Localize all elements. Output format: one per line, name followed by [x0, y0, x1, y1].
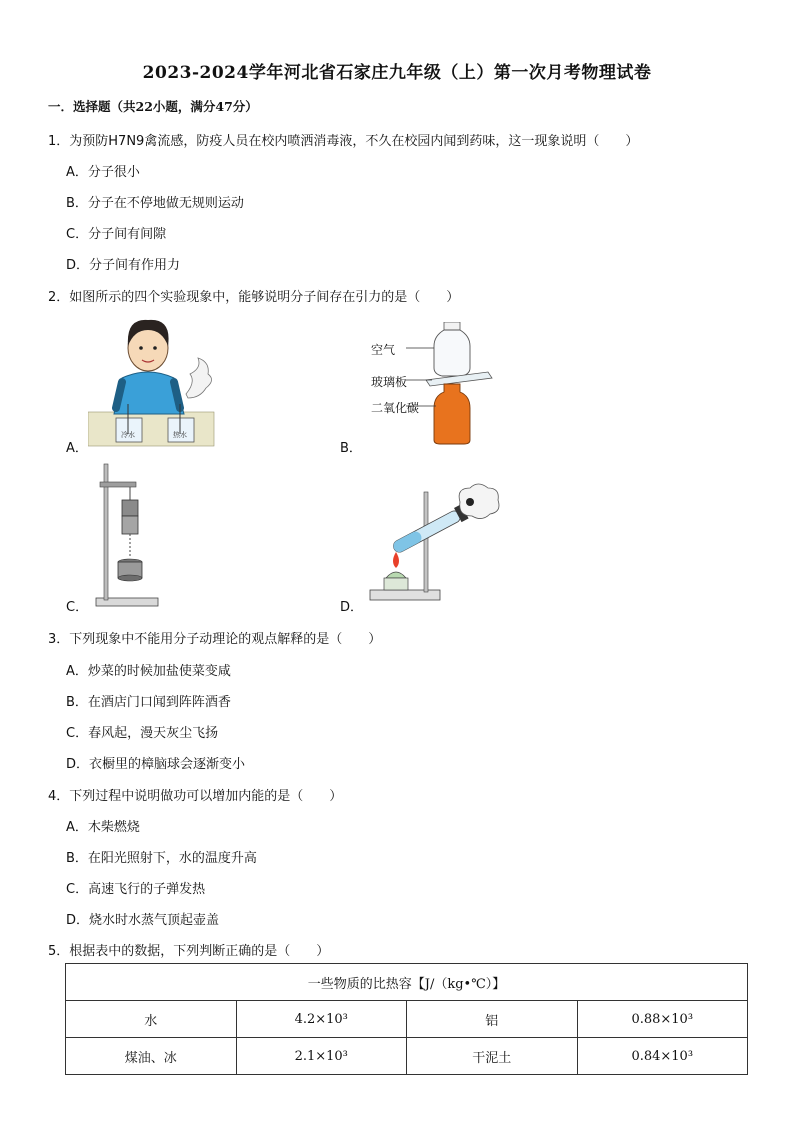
- label-glass-plate: 玻璃板: [371, 375, 408, 389]
- question-2-stem: 2．如图所示的四个实验现象中，能够说明分子间存在引力的是（ ）: [48, 290, 460, 305]
- question-1-stem: 1．为预防H7N9禽流感，防疫人员在校内喷洒消毒液，不久在校园内闻到药味，这一现象说明（ ）: [48, 134, 639, 149]
- q3-option-d[interactable]: D．衣橱里的樟脑球会逐渐变小: [66, 757, 246, 772]
- q4-option-a[interactable]: A．木柴燃烧: [66, 820, 140, 835]
- q2-option-d[interactable]: D．: [340, 600, 364, 615]
- label-co2: 二氧化碳: [371, 401, 420, 415]
- section-heading: 一．选择题（共22小题，满分47分）: [48, 99, 258, 114]
- q1-option-a[interactable]: A．分子很小: [66, 165, 140, 180]
- label-hot-water: 热水: [173, 431, 187, 439]
- q2-option-a[interactable]: A．: [66, 441, 88, 456]
- table-cell: 铝: [407, 1001, 578, 1038]
- q3-option-a[interactable]: A．炒菜的时候加盐使菜变咸: [66, 664, 231, 679]
- figure-b-gas-diffusion: [396, 322, 506, 448]
- label-air: 空气: [371, 343, 396, 357]
- table-cell: 干泥土: [407, 1038, 578, 1075]
- table-cell: 0.88×10³: [577, 1001, 748, 1038]
- specific-heat-table: [65, 963, 748, 1075]
- q2-option-c[interactable]: C．: [66, 600, 89, 615]
- q2-option-b[interactable]: B．: [340, 441, 362, 456]
- q3-option-b[interactable]: B．在酒店门口闻到阵阵酒香: [66, 695, 231, 710]
- q1-option-c[interactable]: C．分子间有间隙: [66, 227, 167, 242]
- q1-option-b[interactable]: B．分子在不停地做无规则运动: [66, 196, 244, 211]
- question-3-stem: 3．下列现象中不能用分子动理论的观点解释的是（ ）: [48, 632, 382, 647]
- question-5-stem: 5．根据表中的数据，下列判断正确的是（ ）: [48, 944, 330, 959]
- table-cell: 2.1×10³: [236, 1038, 407, 1075]
- figure-a-diffusion-beakers: [88, 308, 218, 448]
- q1-option-d[interactable]: D．分子间有作用力: [66, 258, 181, 273]
- q3-option-c[interactable]: C．春风起，漫天灰尘飞扬: [66, 726, 219, 741]
- page-title: 2023-2024学年河北省石家庄九年级（上）第一次月考物理试卷: [142, 63, 652, 83]
- table-cell: 4.2×10³: [236, 1001, 407, 1038]
- table-cell: 水: [66, 1001, 237, 1038]
- q4-option-b[interactable]: B．在阳光照射下，水的温度升高: [66, 851, 257, 866]
- question-4-stem: 4．下列过程中说明做功可以增加内能的是（ ）: [48, 789, 343, 804]
- figure-c-lead-blocks: [90, 460, 164, 608]
- q4-option-c[interactable]: C．高速飞行的子弹发热: [66, 882, 206, 897]
- table-row: [66, 1001, 748, 1038]
- table-title: 一些物质的比热容【J/（kg•℃）】: [66, 964, 748, 1001]
- table-row: [66, 1038, 748, 1075]
- table-cell: 0.84×10³: [577, 1038, 748, 1075]
- table-cell: 煤油、冰: [66, 1038, 237, 1075]
- label-cold-water: 冷水: [121, 431, 135, 439]
- figure-d-test-tube-heating: [366, 482, 502, 604]
- q4-option-d[interactable]: D．烧水时水蒸气顶起壶盖: [66, 913, 220, 928]
